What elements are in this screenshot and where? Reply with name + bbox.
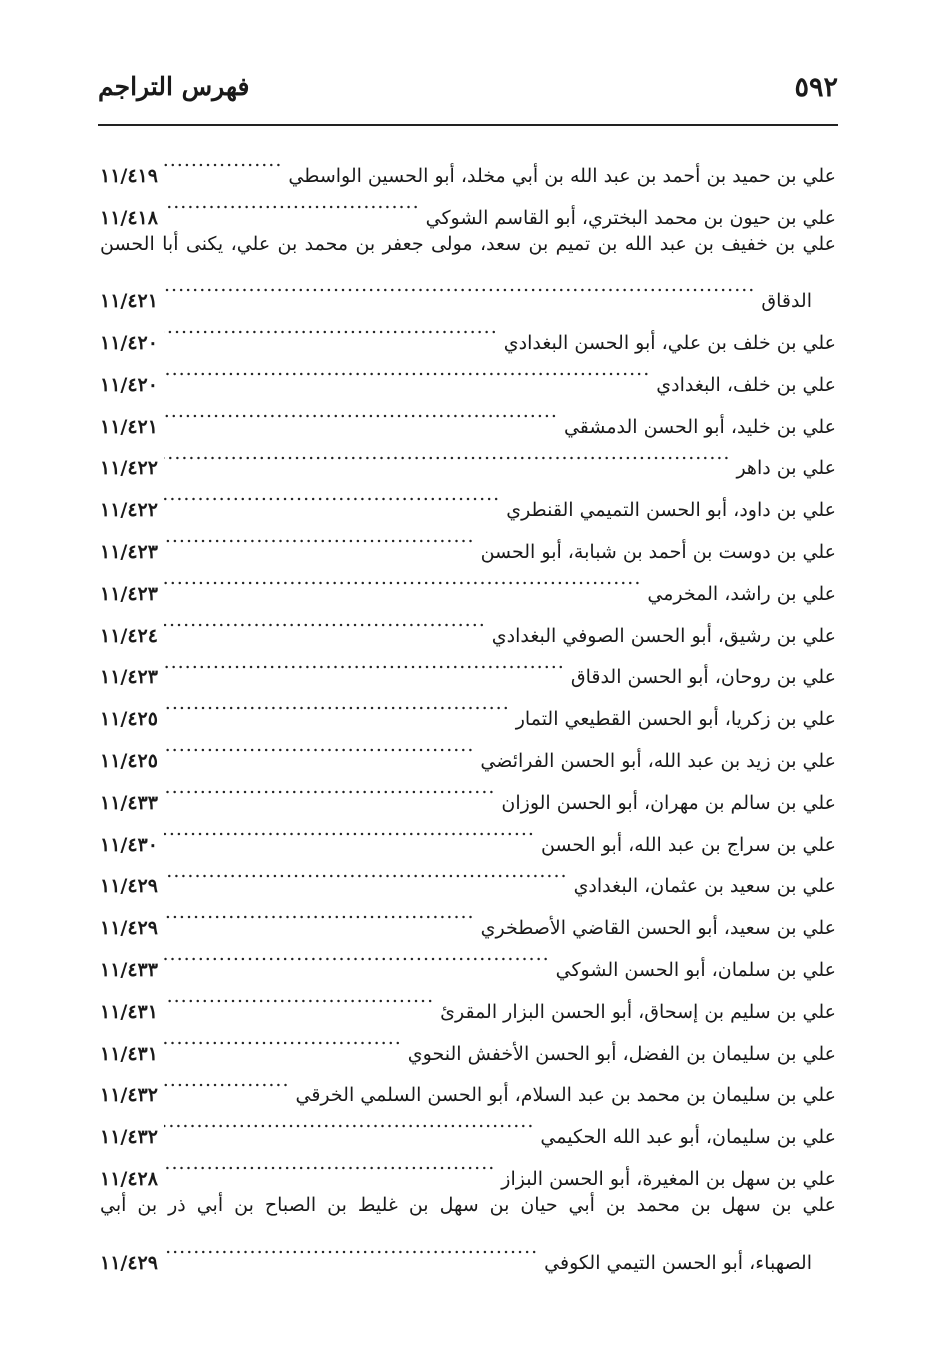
entry-name: علي بن روحان، أبو الحسن الدقاق [570, 666, 836, 689]
entry-name: علي بن سعيد، أبو الحسن القاضي الأصطخري [480, 917, 836, 940]
volume-page-reference: ١١/٤٢٣ [100, 666, 158, 689]
entry-name: علي بن سراج بن عبد الله، أبو الحسن [540, 833, 836, 856]
index-entry [100, 140, 836, 187]
entry-name: علي بن سليمان، أبو عبد الله الحكيمي [540, 1126, 836, 1149]
entry-name-continuation: الدقاق [761, 290, 812, 313]
volume-page-reference: ١١/٤٢١ [100, 290, 158, 313]
entry-name: علي بن زكريا، أبو الحسن القطيعي التمار [515, 708, 836, 731]
volume-page-reference: ١١/٤٢٠ [100, 373, 158, 396]
entry-name: علي بن سلمان، أبو الحسن الشوكي [555, 958, 836, 981]
volume-page-reference: ١١/٤١٨ [100, 206, 158, 229]
dot-leader [164, 600, 486, 642]
volume-page-reference: ١١/٤٢٠ [100, 331, 158, 354]
entry-name: علي بن سليمان بن الفضل، أبو الحسن الأخفش النحوي [407, 1042, 836, 1065]
dot-leader [164, 391, 558, 433]
entry-name: علي بن خليد، أبو الحسن الدمشقي [563, 415, 836, 438]
dot-leader [164, 1060, 290, 1102]
dot-leader [164, 265, 755, 307]
entry-name: علي بن سعيد بن عثمان، البغدادي [573, 875, 836, 898]
dot-leader [164, 934, 550, 976]
dot-leader [164, 433, 730, 475]
running-title: فهرس التراجم [98, 72, 250, 101]
volume-page-reference: ١١/٤٢٨ [100, 1167, 158, 1190]
volume-page-reference: ١١/٤٣٣ [100, 958, 158, 981]
volume-page-reference: ١١/٤٣٠ [100, 833, 158, 856]
volume-page-reference: ١١/٤١٩ [100, 164, 158, 187]
entry-name: علي بن زيد بن عبد الله، أبو الحسن الفرائضي [480, 749, 836, 772]
entry-name: علي بن راشد، المخرمي [647, 582, 836, 605]
dot-leader [164, 1227, 538, 1269]
entry-name: علي بن خلف، البغدادي [656, 373, 836, 396]
volume-page-reference: ١١/٤٢٩ [100, 917, 158, 940]
dot-leader [164, 725, 474, 767]
dot-leader [164, 851, 568, 893]
entry-name: علي بن سهل بن المغيرة، أبو الحسن البزاز [501, 1167, 836, 1190]
entry-name: علي بن سليمان بن محمد بن عبد السلام، أبو الحسن السلمي الخرقي [295, 1084, 836, 1107]
volume-page-reference: ١١/٤٣٢ [100, 1084, 158, 1107]
dot-leader [164, 1101, 534, 1143]
entry-name: علي بن سليم بن إسحاق، أبو الحسن البزار المقرئ [440, 1000, 836, 1023]
index-entry [100, 307, 836, 354]
dot-leader [164, 474, 500, 516]
volume-page-reference: ١١/٤٣٢ [100, 1126, 158, 1149]
volume-page-reference: ١١/٤٣٣ [100, 791, 158, 814]
page-number: ٥٩٢ [794, 72, 838, 103]
entry-name: علي بن خلف بن علي، أبو الحسن البغدادي [503, 331, 836, 354]
volume-page-reference: ١١/٤٢٩ [100, 875, 158, 898]
dot-leader [164, 976, 434, 1018]
volume-page-reference: ١١/٤٢٥ [100, 749, 158, 772]
index-entry [100, 433, 836, 480]
volume-page-reference: ١١/٤٣١ [100, 1042, 158, 1065]
volume-page-reference: ١١/٤٢٩ [100, 1251, 158, 1274]
entry-name: علي بن سالم بن مهران، أبو الحسن الوزان [501, 791, 836, 814]
index-entry [100, 224, 836, 313]
entry-name: علي بن دوست بن أحمد بن شبابة، أبو الحسن [480, 540, 836, 563]
dot-leader [164, 1143, 495, 1185]
dot-leader [164, 516, 475, 558]
dot-leader [164, 892, 475, 934]
entry-name: علي بن خفيف بن عبد الله بن تميم بن سعد، مولى جعفر بن محمد بن علي، يكنى أبا الحسن [100, 232, 836, 255]
index-entry [100, 474, 836, 522]
dot-leader [164, 558, 641, 600]
entry-name-continuation: الصهباء، أبو الحسن التيمي الكوفي [544, 1251, 812, 1274]
page-header [98, 66, 838, 106]
header-rule [98, 124, 838, 126]
index-entries [100, 140, 836, 1274]
entry-name: علي بن سهل بن محمد بن أبي حيان بن سهل بن غليط بن الصباح بن أبي ذر بن أبي [100, 1193, 836, 1216]
entry-name: علي بن حيون بن محمد البختري، أبو القاسم الشوكي [425, 206, 836, 229]
dot-leader [164, 767, 495, 809]
dot-leader [164, 809, 535, 851]
dot-leader [164, 140, 282, 182]
dot-leader [164, 307, 498, 349]
dot-leader [164, 349, 650, 391]
volume-page-reference: ١١/٤٢٤ [100, 624, 158, 647]
volume-page-reference: ١١/٤٢٢ [100, 457, 158, 480]
volume-page-reference: ١١/٤٢٢ [100, 499, 158, 522]
dot-leader [164, 182, 420, 224]
volume-page-reference: ١١/٤٢١ [100, 415, 158, 438]
volume-page-reference: ١١/٤٢٥ [100, 708, 158, 731]
entry-name: علي بن داهر [736, 457, 836, 480]
dot-leader [164, 683, 510, 725]
volume-page-reference: ١١/٤٣١ [100, 1000, 158, 1023]
index-entry [100, 1185, 836, 1274]
entry-name: علي بن رشيق، أبو الحسن الصوفي البغدادي [491, 624, 836, 647]
dot-leader [164, 1018, 402, 1060]
volume-page-reference: ١١/٤٢٣ [100, 540, 158, 563]
dot-leader [164, 642, 565, 684]
entry-name: علي بن داود، أبو الحسن التميمي القنطري [506, 499, 836, 522]
entry-name: علي بن حميد بن أحمد بن عبد الله بن أبي مخلد، أبو الحسين الواسطي [288, 164, 836, 187]
volume-page-reference: ١١/٤٢٣ [100, 582, 158, 605]
